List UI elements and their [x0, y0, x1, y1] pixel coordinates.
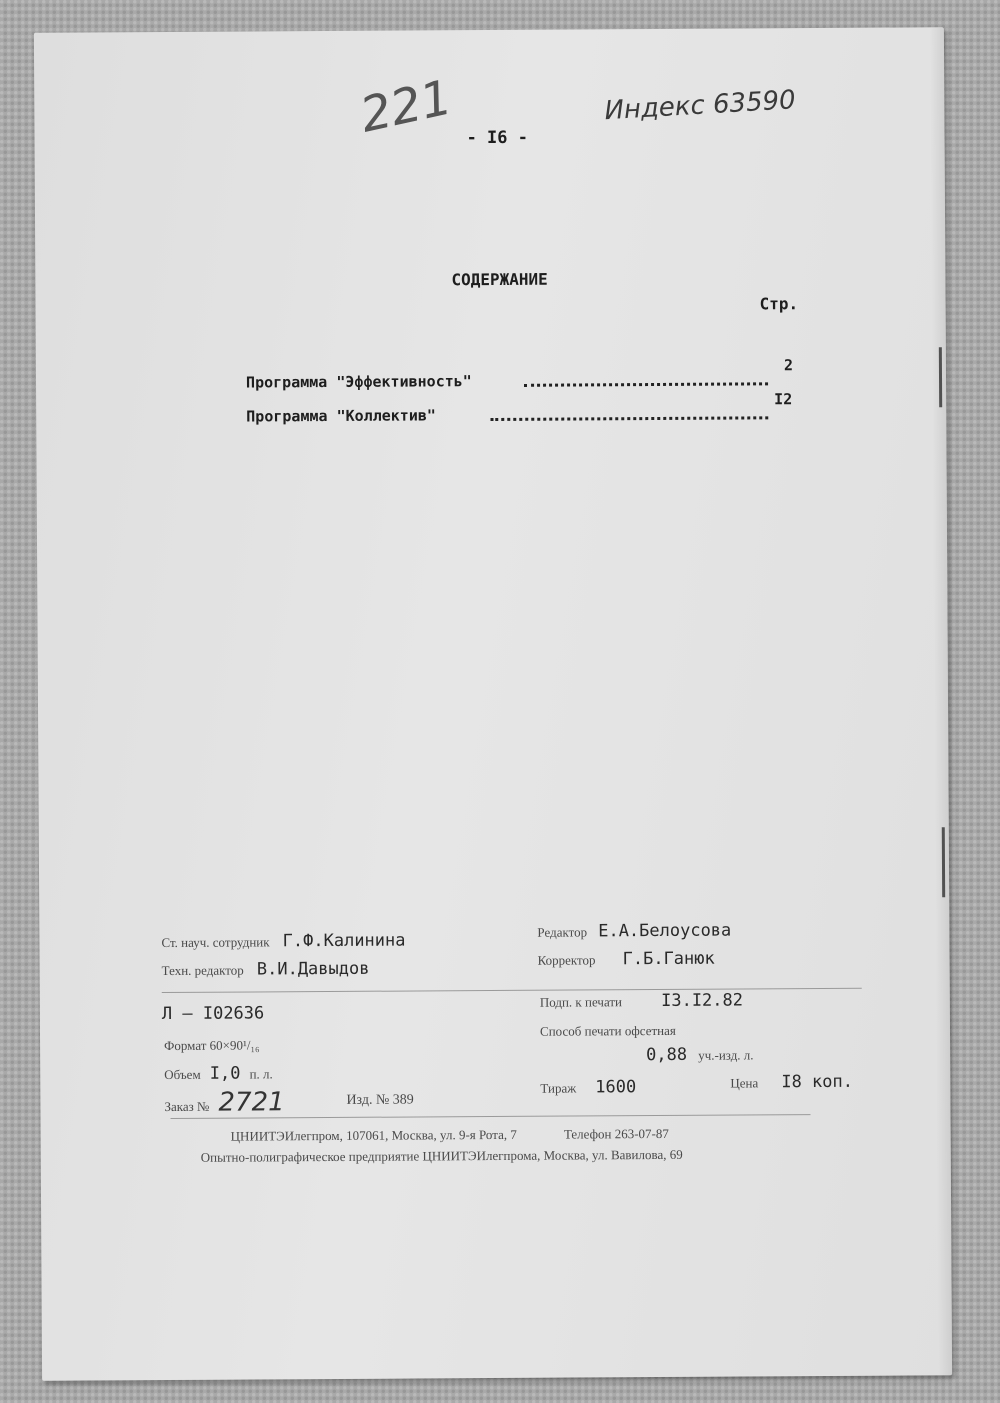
- contents-page-column-label: Стр.: [759, 294, 799, 314]
- volume-value: I,0: [209, 1063, 241, 1084]
- pub-sheets-value: 0,88: [646, 1044, 688, 1066]
- toc-item-page: 2: [783, 356, 794, 375]
- price-row: [730, 1072, 853, 1093]
- order-row: [164, 1087, 284, 1118]
- run-row: [540, 1077, 636, 1098]
- toc-item-label: Программа "Эффективность": [245, 372, 472, 392]
- volume-row: [164, 1063, 273, 1084]
- footer-line-1: [231, 1123, 669, 1145]
- page-number: - I6 -: [466, 127, 529, 149]
- signed-row: [540, 990, 743, 1011]
- editor-label: Редактор: [537, 924, 588, 940]
- volume-unit: п. л.: [249, 1066, 273, 1082]
- izd-number: Изд. № 389: [346, 1092, 414, 1108]
- run-value: 1600: [595, 1077, 637, 1098]
- publisher-phone: Телефон 263-07-87: [563, 1125, 669, 1142]
- tech-editor-row: [162, 959, 370, 980]
- staple-mark: [939, 347, 942, 407]
- volume-prefix: Объем: [164, 1066, 201, 1083]
- order-label: Заказ №: [164, 1098, 210, 1115]
- pub-sheets-unit: уч.-изд. л.: [698, 1047, 754, 1063]
- colophon-divider: [162, 988, 862, 993]
- toc-item-page: I2: [774, 390, 793, 409]
- pub-sheets-row: [646, 1044, 753, 1065]
- handwritten-index: Индекс 63590: [603, 85, 797, 127]
- toc-item-label: Программа "Коллектив": [246, 406, 436, 426]
- footer-line-2: Опытно-полиграфическое предприятие ЦНИИТЭИлегпрома, Москва, ул. Вавилова, 69: [200, 1146, 683, 1165]
- sci-staff-row: [161, 931, 405, 952]
- sci-staff-name: Г.Ф.Калинина: [282, 930, 406, 952]
- staple-mark: [942, 827, 945, 897]
- run-label: Тираж: [540, 1080, 577, 1096]
- print-method: Способ печати офсетная: [539, 1022, 676, 1039]
- tech-editor-label: Техн. редактор: [161, 962, 244, 979]
- price-label: Цена: [730, 1075, 759, 1091]
- editor-name: Е.А.Белоусова: [598, 920, 732, 942]
- order-value: 2721: [218, 1087, 285, 1118]
- document-page: [34, 27, 952, 1381]
- price-value: I8 коп.: [781, 1071, 854, 1093]
- signed-label: Подп. к печати: [539, 994, 623, 1010]
- contents-title: СОДЕРЖАНИЕ: [451, 269, 548, 290]
- proofreader-row: [538, 949, 715, 970]
- signed-date: I3.I2.82: [661, 990, 744, 1011]
- format-label: Формат 60×90¹/₁₆: [164, 1037, 260, 1054]
- toc-leader-dots: [524, 382, 768, 386]
- tech-editor-name: В.И.Давыдов: [256, 958, 370, 980]
- proofreader-label: Корректор: [537, 952, 596, 968]
- sci-staff-label: Ст. науч. сотрудник: [161, 934, 270, 951]
- publisher-address: ЦНИИТЭИлегпром, 107061, Москва, ул. 9-я Рота, 7: [230, 1126, 517, 1144]
- toc-leader-dots: [490, 416, 768, 421]
- license-number: Л – I02636: [161, 1003, 265, 1025]
- proofreader-name: Г.Б.Ганюк: [622, 948, 715, 970]
- handwritten-number: 221: [355, 69, 457, 144]
- editor-row: [537, 921, 731, 942]
